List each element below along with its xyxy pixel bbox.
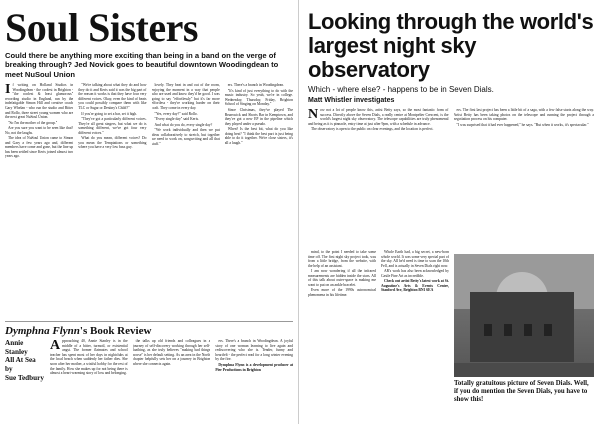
article-column-1 <box>5 83 73 317</box>
paragraph: "It's kind of just everything to do with the music industry. So yeah, we're in college. Wednesday, Thursday, Friday, Brighton School of Singing on Monday." <box>224 88 293 107</box>
book-review-title: Dymphna Flynn's Book Review <box>5 325 152 338</box>
photo-column <box>454 250 594 405</box>
drop-cap: N <box>308 108 319 122</box>
article-body-right-bottom <box>308 250 594 405</box>
paragraph: Are you sure you want to be seen like that? No, not the laughs. <box>5 126 74 135</box>
paragraph: "So I'm the mother of the group." <box>8 120 58 125</box>
paragraph: ers. The first last project has been a little bit of a saga, with a few false starts along the way. Artist Betty has been taking photos on the telescope and running the project through a negotiation process on his computer. <box>453 108 594 122</box>
paragraph: When? Is the best bit, what do you like doing best? "I think the best part is just being able to do it together. We're close sisters, it's all a laugh." <box>224 127 293 145</box>
article-column-4 <box>225 83 293 317</box>
paragraph: "We work individually and then we put ideas collaboratively to stretch, but together we need to work on, songwriting and all that stuff." <box>151 128 220 146</box>
paragraph: I am now wondering if all the infrared measurements are hidden inside the stars. All of this talk about outer-space is making me want to put on an ankle bracelet. <box>308 269 376 287</box>
paragraph: If you're going to set a bar, set it high. <box>81 111 138 116</box>
paragraph: "Yes, every day?" said Rollo. <box>154 111 198 116</box>
paragraph: ers. There's a branch in Woodingdean. <box>227 83 284 88</box>
photo-window <box>484 324 492 336</box>
paragraph: Now not a lot of people know this, artist Betty says, so the most fantastic form of success. Directly above the Seven Dials, a really centre at Montpelier Crescent, is the world's largest night sky observatory. The telescope capabilities are truly phenomenal and being as it is pinnacle, entry time at just after 9pm, with a schedule in advance. <box>308 108 449 126</box>
paragraph: mind, to the point I needed to take some time off. The first night sky project took, was from a little bridge, from the website, with the help of an assistant. <box>308 250 376 268</box>
byline-right: Matt Whistler investigates <box>308 97 395 104</box>
photo-caption: Totally gratuitous picture of Seven Dials. Well, if you do mention the Seven Dials, you have to show this! <box>454 380 589 404</box>
article-column-1 <box>308 108 449 244</box>
standfirst-left: Could there be anything more exciting than being in a band on the verge of breaking through? Jed Novick goes to beautiful downtown Woodingdean to meet NuSoul Union <box>5 51 279 79</box>
seven-dials-photo <box>454 254 594 377</box>
paragraph: Even more of the 1990s astronomical phenomena in his lifetime. <box>308 288 376 297</box>
photo-window <box>504 324 512 336</box>
paragraph: Since Christmas, they've played The Brunswick and Shorts Bar in Kemptown, and they've got a new EP in the pipeline which they played under a pseudo. <box>224 107 293 126</box>
right-page <box>300 0 600 424</box>
article-column-2 <box>78 83 146 317</box>
headline-soul-sisters: Soul Sisters <box>5 5 198 50</box>
review-credit: Dymphna Flynn is a development producer at Pier Productions in Brighton <box>215 362 294 372</box>
review-column-2 <box>133 339 211 421</box>
left-page <box>0 0 299 424</box>
drop-cap: I <box>5 83 11 98</box>
paragraph: The observatory is open to the public on clear evenings, and the location is perfect. <box>311 127 434 132</box>
drop-cap: A <box>50 339 61 354</box>
paragraph: ers. There's a branch in Woodingdean. A joyful story of one woman learning to live again and rediscovering who she is. Tender, funny and heartfelt - the perfect read for a long winter evening by the fire. <box>215 339 294 362</box>
paragraph: What do you mean, different voices? Do you mean the Temptations or something where you have a very low bass guy. <box>78 136 147 150</box>
paragraph: the talks up old friends and colleagues in a journey of self-discovery working through her self-loathing, as she truly believes "making bad things worse" is her default setting. As an area in the North chapter helpfully sets her on a journey in Brighton where she connects again. <box>132 339 211 366</box>
book-review-meta <box>5 339 45 421</box>
paragraph: lovely. They beat in and out of the room, enjoying the moment in a way that people who are used and know they'd be good. I was going to say "effortlessly" but it's far more effortless - they're working harder on their craft. They come in every day. <box>151 83 220 110</box>
photo-window <box>524 324 532 336</box>
article-column-2 <box>454 108 595 244</box>
paragraph: And what do you do, every single day? <box>154 122 213 127</box>
paragraph: The idea of NuSoul Union came to Simon and Gary a few years ago and, different members have come and gone, but the line up has been settled since Keris joined almost two years ago. <box>5 136 74 159</box>
paragraph: Approaching 40, Annie Stanley is in the middle of a bitter, turmoil, or existential angst. The former flatmates and school teacher has spent most of her days in nightclubs at the local beach when suddenly her father dies. She soon after her mother, a wistful hobby for the rest of the family. How she makes up for not being there is almost a heart-warming story of loss and belonging. <box>50 339 128 376</box>
article-body-left <box>5 83 293 317</box>
event-promo: Check out artist Betty's latest work at St. Augustine's Arts & Events Centre, Stanford Ave, Brighton BN1 6EA <box>381 279 449 293</box>
review-column-1 <box>50 339 128 421</box>
paragraph: "I was surprised that it had ever happened," he says. "But when it works, it's spectacular." <box>456 122 589 127</box>
article-column-4 <box>381 250 449 374</box>
article-column-3 <box>152 83 220 317</box>
book-review <box>5 339 293 421</box>
paragraph: Whole Earth had, a big secret, a new-born whole world. It was some very special part of the sky. All he'd need is time to scan the 10th Fell, and is actually in Seven Dials right now. <box>381 250 449 268</box>
review-by: by <box>5 365 13 373</box>
standfirst-right: Which - where else? - happens to be in Seven Dials. <box>308 85 494 94</box>
paragraph: "They've got a particularly different voices. They're all great singers, but what we do is something different, we've got four very different voices." <box>78 117 147 135</box>
article-column-3 <box>308 250 376 374</box>
book-author: Annie Stanley <box>5 339 28 356</box>
reviewer-name: Sue Tedbury <box>5 373 44 382</box>
headline-observatory: Looking through the world's largest night sky observatory <box>308 9 594 82</box>
book-title: All At Sea <box>5 356 36 365</box>
photo-ground <box>454 363 594 377</box>
article-body-right-top <box>308 108 594 244</box>
paragraph: If writing on Holland Studios in Woodingdean - the coolest in Brighton - "the coolest & least glamorous" recording studio in England, run by the indefatigable Simon Hill and creative coach Gary Whelan - who run the studio and Ritter and Rollo, three street young women who are the next great NuSoul Union. <box>5 83 74 120</box>
paragraph: "Every single day" said Keris. <box>154 117 199 122</box>
photo-window <box>544 324 552 336</box>
review-column-3 <box>215 339 293 421</box>
paragraph: AR's work has also been acknowledged by Castle Fine Art as incredible. <box>381 269 449 278</box>
paragraph: "We're talking about what they do and how they do it and Keris said it was the big part of the reason it works is that they have four very different voices. Okay, even the kind of beats you could possibly compare them with like TLC or Sugar or Destiny's Child?" <box>78 83 147 110</box>
section-divider <box>5 321 293 322</box>
